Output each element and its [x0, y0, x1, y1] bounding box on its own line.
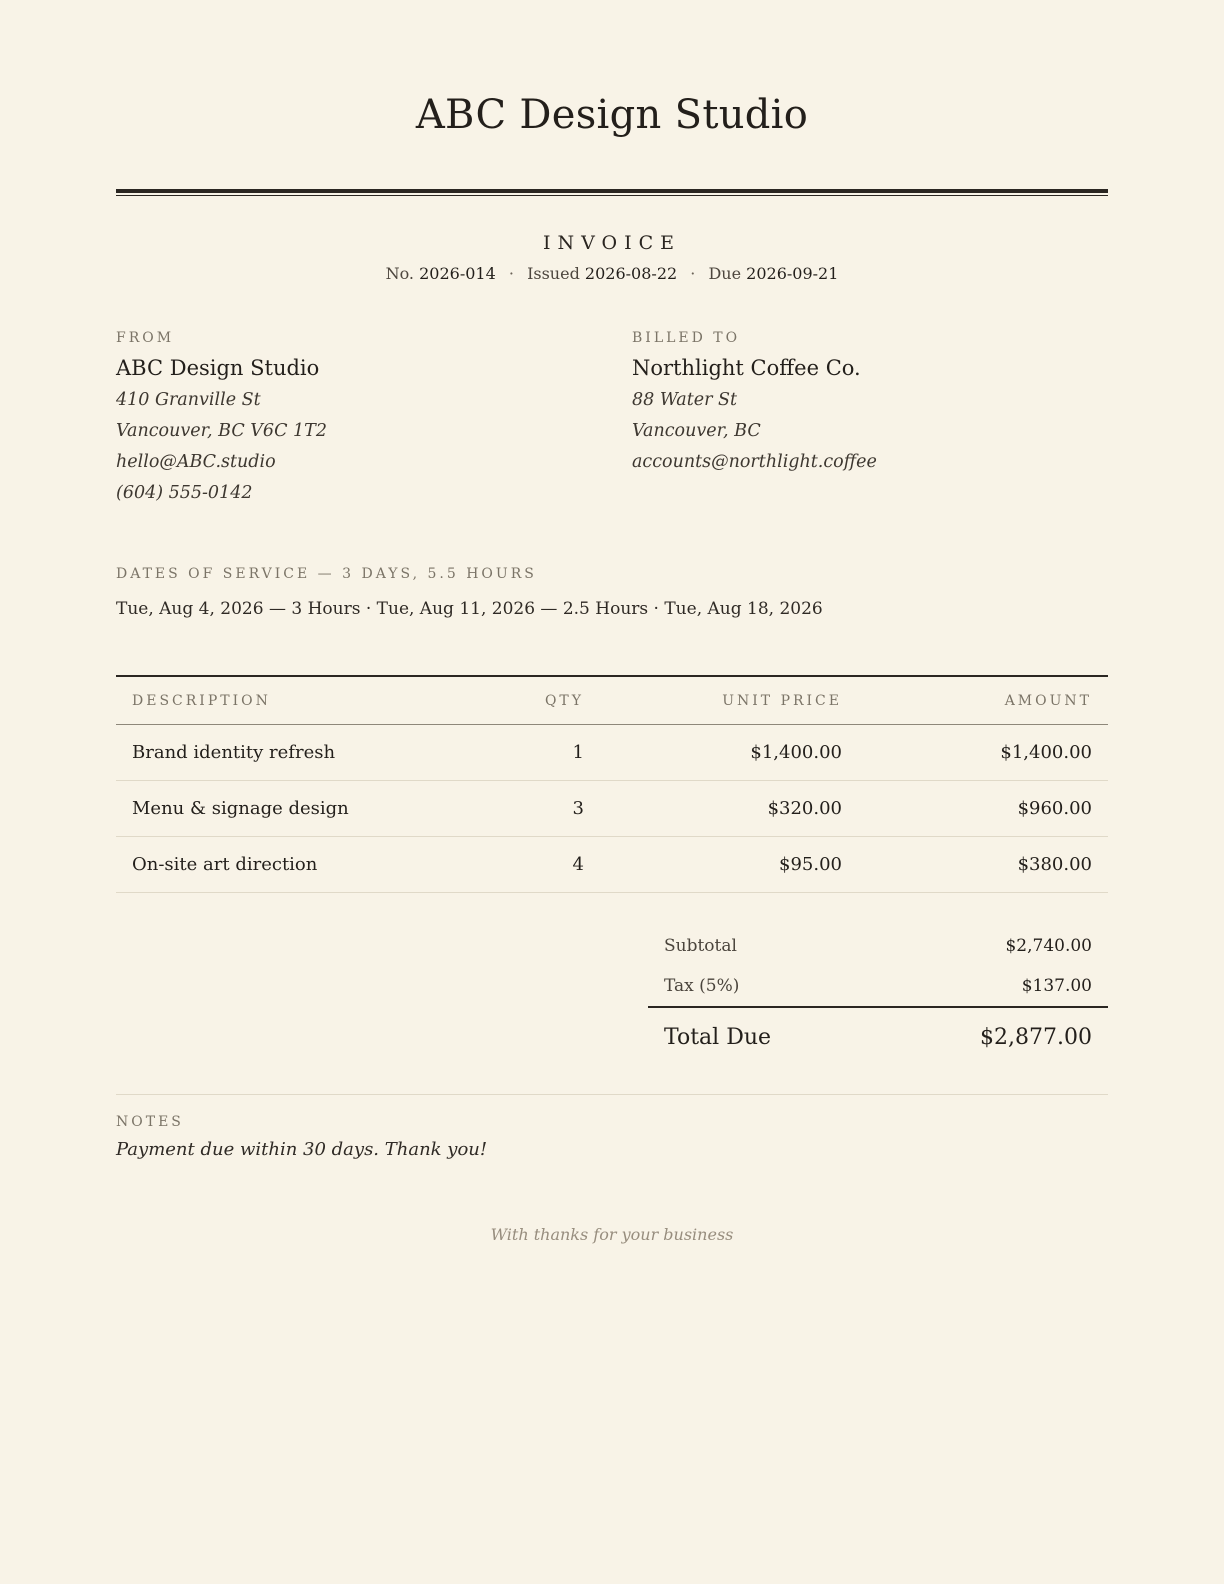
- col-unit-price: UNIT PRICE: [600, 676, 858, 725]
- issued-label: Issued: [527, 264, 580, 283]
- billed-to-section: [632, 330, 1112, 474]
- due-date: 2026-09-21: [746, 264, 839, 283]
- from-section: [116, 330, 596, 505]
- subtotal-label: Subtotal: [664, 936, 737, 956]
- service-dates-section: [116, 566, 1108, 619]
- tax-value: $137.00: [1021, 976, 1092, 996]
- item-amount: $380.00: [858, 837, 1108, 893]
- notes-text: Payment due within 30 days. Thank you!: [116, 1139, 488, 1160]
- from-address-street: 410 Granville St: [116, 390, 261, 410]
- notes-label: NOTES: [116, 1114, 184, 1130]
- issued-date: 2026-08-22: [584, 264, 678, 283]
- item-unit-price: $320.00: [600, 781, 858, 837]
- table-row: [116, 725, 1108, 781]
- billed-to-label: BILLED TO: [632, 330, 741, 346]
- total-due-row: [648, 1006, 1108, 1066]
- total-due-value: $2,877.00: [980, 1024, 1092, 1050]
- col-description: DESCRIPTION: [116, 676, 508, 725]
- totals-block: [648, 926, 1108, 1066]
- meta-separator: ·: [508, 264, 514, 283]
- item-amount: $1,400.00: [858, 725, 1108, 781]
- table-row: [116, 837, 1108, 893]
- item-unit-price: $1,400.00: [600, 725, 858, 781]
- subtotal-row: [648, 926, 1108, 966]
- invoice-number: 2026-014: [419, 264, 496, 283]
- from-phone: (604) 555-0142: [116, 483, 253, 503]
- table-header-row: [116, 676, 1108, 725]
- tax-label: Tax (5%): [664, 976, 740, 996]
- item-unit-price: $95.00: [600, 837, 858, 893]
- subtotal-value: $2,740.00: [1005, 936, 1092, 956]
- header-rule-thick: [116, 189, 1108, 193]
- tax-row: [648, 966, 1108, 1006]
- studio-title: ABC Design Studio: [415, 92, 809, 138]
- item-amount: $960.00: [858, 781, 1108, 837]
- billed-to-street: 88 Water St: [632, 390, 738, 410]
- billed-to-name: Northlight Coffee Co.: [632, 356, 861, 380]
- col-amount: AMOUNT: [858, 676, 1108, 725]
- item-description: Menu & signage design: [116, 781, 508, 837]
- item-qty: 1: [508, 725, 600, 781]
- item-qty: 4: [508, 837, 600, 893]
- from-name: ABC Design Studio: [116, 356, 320, 380]
- from-email: hello@ABC.studio: [116, 452, 276, 472]
- item-qty: 3: [508, 781, 600, 837]
- line-items-table: [116, 675, 1108, 893]
- item-description: Brand identity refresh: [116, 725, 508, 781]
- from-address-city: Vancouver, BC V6C 1T2: [116, 421, 327, 441]
- notes-divider: [116, 1094, 1108, 1095]
- notes-section: [116, 1114, 1108, 1160]
- from-label: FROM: [116, 330, 175, 346]
- meta-separator: ·: [690, 264, 696, 283]
- header-rule-thin: [116, 195, 1108, 196]
- invoice-meta: [116, 264, 1108, 283]
- service-dates-label: DATES OF SERVICE — 3 DAYS, 5.5 HOURS: [116, 566, 537, 582]
- due-label: Due: [708, 264, 742, 283]
- billed-to-city: Vancouver, BC: [632, 421, 761, 441]
- service-dates-list: Tue, Aug 4, 2026 — 3 Hours · Tue, Aug 11, 2026 — 2.5 Hours · Tue, Aug 18, 2026: [116, 599, 823, 619]
- item-description: On-site art direction: [116, 837, 508, 893]
- footer-thanks: With thanks for your business: [490, 1225, 734, 1244]
- table-row: [116, 781, 1108, 837]
- invoice-heading: INVOICE: [542, 232, 681, 254]
- invoice-number-label: No.: [385, 264, 415, 283]
- col-qty: QTY: [508, 676, 600, 725]
- total-due-label: Total Due: [664, 1024, 772, 1050]
- billed-to-email: accounts@northlight.coffee: [632, 452, 877, 472]
